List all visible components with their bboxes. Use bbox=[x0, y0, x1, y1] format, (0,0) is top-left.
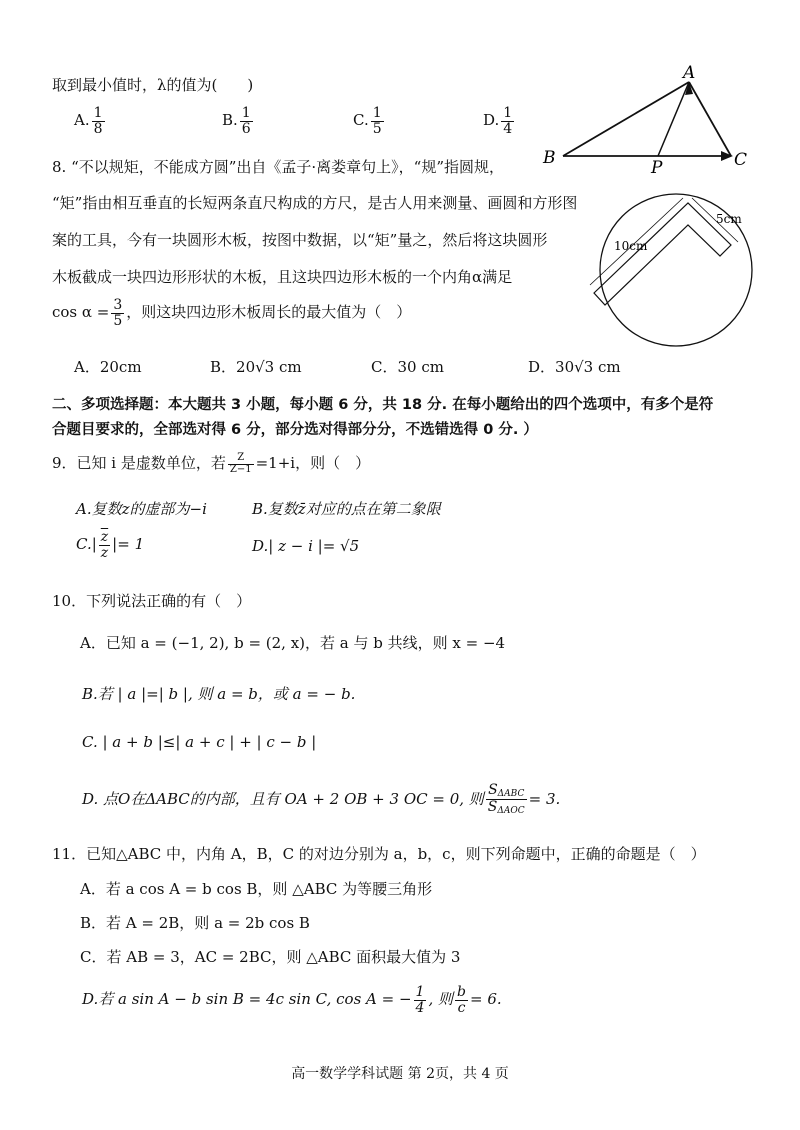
q8-line-2: “矩”指由相互垂直的长短两条直尺构成的方尺，是古人用来测量、画圆和方形图 bbox=[52, 194, 578, 212]
q8-cos-condition: cos α = $\frac{3}{5}$ ，则这块四边形木板周长的最大值为（ ） bbox=[52, 297, 412, 329]
label-c: C bbox=[734, 150, 748, 170]
q11-option-c: C．若 AB = 3，AC = 2BC，则 △ABC 面积最大值为 3 bbox=[80, 948, 461, 966]
q8-option-d: D．30√3 cm bbox=[528, 358, 621, 376]
q10-option-d: D. 点O在ΔABC的内部，且有 OA + 2 OB + 3 OC = 0, 则 $\frac{S_{\Delta ABC}}{S_{\Delta AOC}}$ = 3. bbox=[82, 782, 561, 817]
q9-option-a: A.复数z的虚部为−i bbox=[76, 500, 207, 518]
q10-stem: 10．下列说法正确的有（ ） bbox=[52, 592, 252, 610]
q8-option-c: C．30 cm bbox=[371, 358, 444, 376]
q10-option-a: A．已知 a = (−1, 2), b = (2, x)，若 a 与 b 共线，则 x = −4 bbox=[80, 634, 506, 652]
q8-circle-figure bbox=[588, 190, 768, 350]
q11-option-a: A．若 a cos A = b cos B，则 △ABC 为等腰三角形 bbox=[80, 880, 433, 898]
q8-line-4: 木板截成一块四边形形状的木板，且这块四边形木板的一个内角α满足 bbox=[52, 268, 513, 286]
q10-option-b: B.若 | a |=| b |, 则 a = b，或 a = − b. bbox=[82, 685, 356, 703]
page-footer: 高一数学学科试题 第 2页，共 4 页 bbox=[291, 1066, 509, 1082]
section2-header-line-1: 二、多项选择题：本大题共 3 小题，每小题 6 分，共 18 分. 在每小题给出的四个选项中，有多个是符 bbox=[52, 397, 714, 413]
q9-option-d: D.| z − i |= √5 bbox=[252, 537, 360, 555]
q11-stem: 11．已知△ABC 中，内角 A，B，C 的对边分别为 a，b，c，则下列命题中，正确的命题是（ ） bbox=[52, 845, 706, 863]
q8-option-b: B．20√3 cm bbox=[210, 358, 302, 376]
q8-line-3: 案的工具，今有一块圆形木板，按图中数据，以“矩”量之，然后将这块圆形 bbox=[52, 231, 548, 249]
label-10cm: 10cm bbox=[614, 239, 648, 253]
label-b: B bbox=[543, 148, 556, 168]
q9-stem: 9．已知 i 是虚数单位，若 $\frac{Z}{Z-1}$ =1+i，则（ ） bbox=[52, 452, 371, 475]
q8-option-a: A．20cm bbox=[74, 358, 142, 376]
q11-option-b: B．若 A = 2B，则 a = 2b cos B bbox=[80, 914, 310, 932]
q9-option-c: C.| $\frac{\overline{z}}{z}$ |= 1 bbox=[76, 529, 145, 561]
q11-option-d: D.若 a sin A − b sin B = 4c sin C, cos A = − $\frac{1}{4}$ , 则 $\frac{b}{c}$ = 6. bbox=[82, 984, 502, 1016]
label-a: A bbox=[683, 63, 696, 83]
q7-option-b: B. $\frac{1}{6}$ bbox=[222, 105, 251, 137]
q8-line-1: 8. “不以规矩，不能成方圆”出自《孟子·离娄章句上》，“规”指圆规， bbox=[52, 158, 505, 176]
q7-triangle-figure bbox=[535, 60, 765, 180]
q7-stem-tail: 取到最小值时，λ的值为( ) bbox=[52, 76, 254, 94]
section2-header-line-2: 合题目要求的，全部选对得 6 分，部分选对得部分分，不选错选得 0 分. ） bbox=[52, 422, 538, 438]
q7-option-a: A. $\frac{1}{8}$ bbox=[74, 105, 103, 137]
label-5cm: 5cm bbox=[716, 212, 742, 226]
label-p: P bbox=[651, 158, 663, 178]
q7-option-d: D. $\frac{1}{4}$ bbox=[483, 105, 513, 137]
q7-option-c: C. $\frac{1}{5}$ bbox=[353, 105, 382, 137]
q10-option-c: C. | a + b |≤| a + c | + | c − b | bbox=[82, 733, 317, 751]
q9-option-b: B.复数z̄对应的点在第二象限 bbox=[252, 500, 441, 518]
